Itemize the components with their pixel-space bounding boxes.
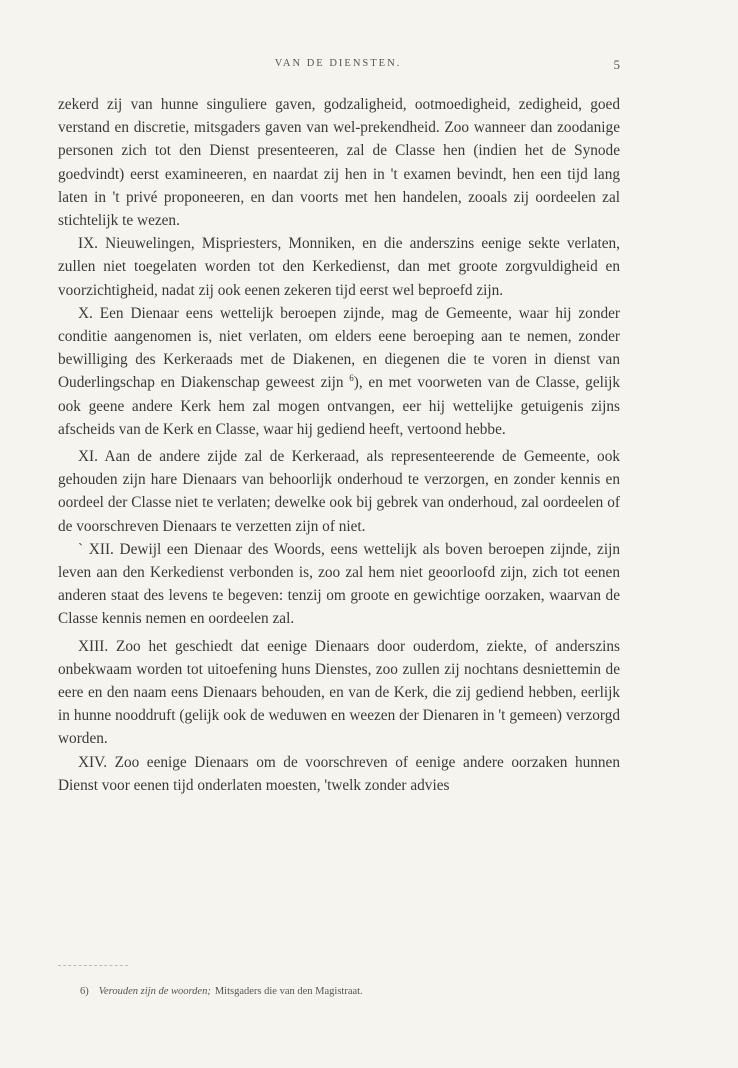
paragraph-continuation: zekerd zij van hunne singuliere gaven, godzaligheid, ootmoedigheid, zedigheid, goed verstand en discretie, mitsgaders gaven van wel-prekendheid. Zoo wanneer dan zoodanige personen zich tot den Dienst presenteeren, zal de Classe hen (indien het de Synode goedvindt) eerst examineeren, en naardat zij hen in 't examen bevindt, hen een tijd lang laten in 't privé proponeeren, en dan voorts met hen handelen, zooals zij oordeelen zal stichtelijk te wezen. [58, 96, 620, 230]
article-xii: ` XII. Dewijl een Dienaar des Woords, eens wettelijk als boven beroepen zijnde, zijn leven aan den Kerkedienst verbonden is, zoo zal hem niet geoorloofd zijn, zich tot eenen anderen staat des levens te begeven: tenzij om groote en gewichtige oorzaken, waarvan de Classe kennis nemen en oordeelen zal. [58, 540, 620, 628]
footnote-marker: 6) [80, 986, 89, 997]
article-ix: IX. Nieuwelingen, Mispriesters, Monniken, en die anderszins eenige sekte verlaten, zullen niet toegelaten worden tot den Kerkedienst, dan met groote zorgvuldigheid en voorzichtigheid, nadat zij ook eenen zekeren tijd eerst wel beproefd zijn. [58, 235, 620, 299]
footnote-separator [58, 965, 128, 966]
article-xiii: XIII. Zoo het geschiedt dat eenige Dienaars door ouderdom, ziekte, of anderszins onbekwaam worden tot uitoefening huns Dienstes, zoo zullen zij nochtans desniettemin de eere en den naam eens Dienaars behouden, en van de Kerk, die zij gediend hebben, eerlijk in hunne nooddruft (gelijk ook de weduwen en weezen der Dienaren in 't gemeen) verzorgd worden. [58, 637, 620, 748]
footnote-lead: Verouden zijn de woorden; [98, 986, 211, 997]
footnote [80, 986, 600, 997]
body-text [58, 93, 620, 797]
footnote-reference[interactable]: 6 [349, 373, 354, 384]
page-number: 5 [613, 57, 620, 72]
article-x-text-before: X. Een Dienaar eens wettelijk beroepen zijnde, mag de Gemeente, waar hij zonder conditie aangenomen is, niet verlaten, om elders eene beroeping aan te nemen, zonder bewilliging des Kerkeraads met de Diakenen, en diegenen die te voren in dienst van Ouderlingschap en Diakenschap geweest zijn [58, 304, 620, 392]
running-title: VAN DE DIENSTEN. [274, 58, 402, 69]
article-x [58, 302, 620, 441]
article-x-text-after: ), en met voorweten van de Classe, gelijk ook geene andere Kerk hem zal mogen ontvangen, eer hij wettelijke getuigenis zijns afscheids van de Kerk en Classe, waar hij gediend heeft, vertoond hebbe. [58, 374, 621, 438]
article-xi: XI. Aan de andere zijde zal de Kerkeraad, als representeerende de Gemeente, ook gehouden zijn hare Dienaars van behoorlijk onderhoud te verzorgen, en zonder kennis en oordeel der Classe niet te verlaten; dewelke ook bij gebrek van onderhoud, zal oordeelen of de voorschreven Dienaars te verzetten zijn of niet. [58, 448, 620, 535]
article-xiv: XIV. Zoo eenige Dienaars om de voorschreven of eenige andere oorzaken hunnen Dienst voor eenen tijd onderlaten moesten, 'twelk zonder advies [58, 753, 620, 794]
footnote-text: Mitsgaders die van den Magistraat. [214, 986, 363, 997]
